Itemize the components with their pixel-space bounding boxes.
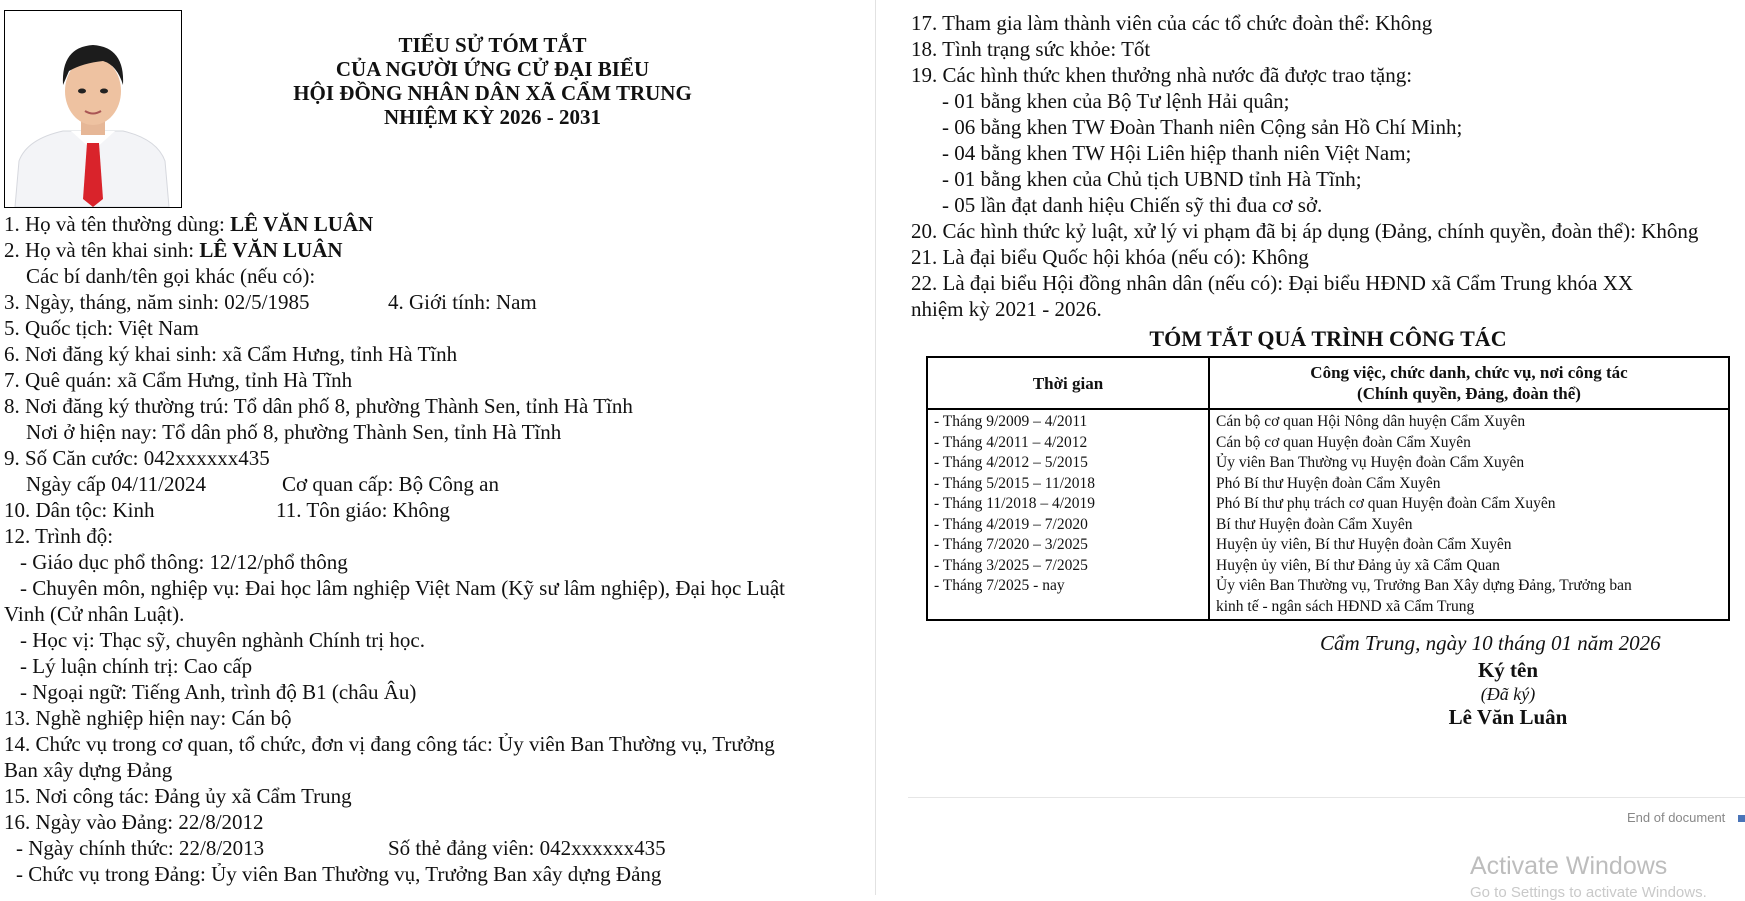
- field-party-join-date: 16. Ngày vào Đảng: 22/8/2012: [4, 810, 264, 834]
- work-summary-title: TÓM TẮT QUÁ TRÌNH CÔNG TÁC: [1149, 326, 1507, 351]
- col-time-header: Thời gian: [927, 357, 1209, 409]
- field-occupation: 13. Nghề nghiệp hiện nay: Cán bộ: [4, 706, 292, 730]
- field-nationality: 5. Quốc tịch: Việt Nam: [4, 316, 199, 340]
- doc-title-line3: HỘI ĐỒNG NHÂN DÂN XÃ CẨM TRUNG: [293, 81, 692, 105]
- common-name-value: LÊ VĂN LUÂN: [230, 212, 374, 236]
- table-row: [927, 433, 1729, 454]
- field-aliases: Các bí danh/tên gọi khác (nếu có):: [26, 264, 316, 288]
- row-job: Ủy viên Ban Thường vụ Huyện đoàn Cẩm Xuyên: [1209, 453, 1729, 474]
- field-degree: - Học vị: Thạc sỹ, chuyên nghành Chính trị học.: [20, 628, 425, 652]
- page-divider: [875, 0, 876, 895]
- row-time: - Tháng 7/2020 – 3/2025: [927, 535, 1209, 556]
- doc-title-line2: CỦA NGƯỜI ỨNG CỬ ĐẠI BIỂU: [335, 57, 650, 81]
- field-hometown: 7. Quê quán: xã Cẩm Hưng, tỉnh Hà Tĩnh: [4, 368, 353, 392]
- field-foreign-language: - Ngoại ngữ: Tiếng Anh, trình độ B1 (châu Âu): [20, 680, 417, 704]
- table-row: [927, 576, 1729, 620]
- table-row: [927, 535, 1729, 556]
- field-health: 18. Tình trạng sức khỏe: Tốt: [911, 37, 1151, 61]
- doc-title: TIỂU SỬ TÓM TẮT: [398, 33, 587, 57]
- field-education-heading: 12. Trình độ:: [4, 524, 114, 548]
- row-job: Phó Bí thư phụ trách cơ quan Huyện đoàn Cẩm Xuyên: [1209, 494, 1729, 515]
- field-ethnicity: 10. Dân tộc: Kinh: [4, 498, 155, 522]
- row-time: - Tháng 11/2018 – 4/2019: [927, 494, 1209, 515]
- col-job-header: Công việc, chức danh, chức vụ, nơi công tác (Chính quyền, Đảng, đoàn thể): [1209, 357, 1729, 409]
- sign-place-date: Cẩm Trung, ngày 10 tháng 01 năm 2026: [1320, 631, 1661, 655]
- field-discipline: 20. Các hình thức kỷ luật, xử lý vi phạm đã bị áp dụng (Đảng, chính quyền, đoàn thể): Không: [911, 219, 1699, 243]
- field-birth-registration: 6. Nơi đăng ký khai sinh: xã Cẩm Hưng, tỉnh Hà Tĩnh: [4, 342, 458, 366]
- row-time: - Tháng 7/2025 - nay: [927, 576, 1209, 620]
- award-item: - 06 bằng khen TW Đoàn Thanh niên Cộng sản Hồ Chí Minh;: [942, 115, 1463, 139]
- row-time: - Tháng 4/2012 – 5/2015: [927, 453, 1209, 474]
- row-time: - Tháng 4/2011 – 4/2012: [927, 433, 1209, 454]
- candidate-photo: [4, 10, 182, 208]
- table-row: [927, 409, 1729, 433]
- field-position-cont: Ban xây dựng Đảng: [4, 758, 173, 782]
- activate-windows-title: Activate Windows: [1470, 852, 1668, 880]
- row-job: Ủy viên Ban Thường vụ, Trưởng Ban Xây dựng Đảng, Trưởng ban kinh tế - ngân sách HĐND xã Cẩm Trung: [1209, 576, 1729, 620]
- field-permanent-residence: 8. Nơi đăng ký thường trú: Tổ dân phố 8, phường Thành Sen, tỉnh Hà Tĩnh: [4, 394, 633, 418]
- field-current-residence: Nơi ở hiện nay: Tổ dân phố 8, phường Thành Sen, tỉnh Hà Tĩnh: [26, 420, 562, 444]
- field-specialization: - Chuyên môn, nghiệp vụ: Đai học lâm nghiệp Việt Nam (Kỹ sư lâm nghiệp), Đại học Luật: [20, 576, 785, 600]
- field-peoples-council-cont: nhiệm kỳ 2021 - 2026.: [911, 297, 1102, 321]
- row-time: - Tháng 3/2025 – 7/2025: [927, 556, 1209, 577]
- field-workplace: 15. Nơi công tác: Đảng ủy xã Cẩm Trung: [4, 784, 352, 808]
- signer-name: Lê Văn Luân: [1448, 705, 1568, 729]
- row-job: Cán bộ cơ quan Huyện đoàn Cẩm Xuyên: [1209, 433, 1729, 454]
- field-birth-name: 2. Họ và tên khai sinh: LÊ VĂN LUÂN: [4, 238, 343, 262]
- signed-note: (Đã ký): [1480, 684, 1536, 704]
- end-of-document-marker: [1738, 815, 1745, 822]
- table-row: [927, 515, 1729, 536]
- field-party-card-number: Số thẻ đảng viên: 042xxxxxx435: [388, 836, 666, 860]
- portrait-image: [5, 11, 181, 207]
- field-id-issuer: Cơ quan cấp: Bộ Công an: [282, 472, 499, 496]
- doc-title-line4: NHIỆM KỲ 2026 - 2031: [384, 105, 601, 129]
- row-time: - Tháng 4/2019 – 7/2020: [927, 515, 1209, 536]
- page-separator: [908, 797, 1745, 798]
- field-religion: 11. Tôn giáo: Không: [276, 498, 450, 522]
- field-common-name: 1. Họ và tên thường dùng: LÊ VĂN LUÂN: [4, 212, 374, 236]
- table-row: [927, 453, 1729, 474]
- table-row: [927, 556, 1729, 577]
- sign-label: Ký tên: [1477, 658, 1539, 682]
- field-gender: 4. Giới tính: Nam: [388, 290, 537, 314]
- field-party-official-date: - Ngày chính thức: 22/8/2013: [16, 836, 265, 860]
- field-party-position: - Chức vụ trong Đảng: Ủy viên Ban Thường vụ, Trưởng Ban xây dựng Đảng: [16, 862, 662, 886]
- row-time: - Tháng 5/2015 – 11/2018: [927, 474, 1209, 495]
- activate-windows-subtitle: Go to Settings to activate Windows.: [1470, 884, 1707, 901]
- row-job: Phó Bí thư Huyện đoàn Cẩm Xuyên: [1209, 474, 1729, 495]
- birth-name-value: LÊ VĂN LUÂN: [199, 238, 343, 262]
- field-id-issue-date: Ngày cấp 04/11/2024: [26, 472, 207, 496]
- award-item: - 04 bằng khen TW Hội Liên hiệp thanh niên Việt Nam;: [942, 141, 1412, 165]
- field-political-theory: - Lý luận chính trị: Cao cấp: [20, 654, 253, 678]
- field-id-number: 9. Số Căn cước: 042xxxxxx435: [4, 446, 270, 470]
- field-organizations: 17. Tham gia làm thành viên của các tổ chức đoàn thể: Không: [911, 11, 1433, 35]
- award-item: - 05 lần đạt danh hiệu Chiến sỹ thi đua cơ sở.: [942, 193, 1323, 217]
- field-peoples-council: 22. Là đại biểu Hội đồng nhân dân (nếu có): Đại biểu HĐND xã Cẩm Trung khóa XX: [911, 271, 1634, 295]
- table-row: [927, 494, 1729, 515]
- table-header-row: [927, 357, 1729, 409]
- field-birthdate: 3. Ngày, tháng, năm sinh: 02/5/1985: [4, 290, 310, 314]
- field-general-education: - Giáo dục phổ thông: 12/12/phổ thông: [20, 550, 348, 574]
- field-position: 14. Chức vụ trong cơ quan, tổ chức, đơn vị đang công tác: Ủy viên Ban Thường vụ, Trưởng: [4, 732, 775, 756]
- row-job: Huyện ủy viên, Bí thư Đảng ủy xã Cẩm Quan: [1209, 556, 1729, 577]
- row-job: Bí thư Huyện đoàn Cẩm Xuyên: [1209, 515, 1729, 536]
- end-of-document-label: End of document: [1627, 810, 1726, 825]
- work-history-table: [926, 356, 1730, 621]
- field-national-assembly: 21. Là đại biểu Quốc hội khóa (nếu có): Không: [911, 245, 1309, 269]
- row-job: Cán bộ cơ quan Hội Nông dân huyện Cẩm Xuyên: [1209, 409, 1729, 433]
- field-specialization-cont: Vinh (Cử nhân Luật).: [4, 602, 185, 626]
- row-job: Huyện ủy viên, Bí thư Huyện đoàn Cẩm Xuyên: [1209, 535, 1729, 556]
- award-item: - 01 bằng khen của Bộ Tư lệnh Hải quân;: [942, 89, 1290, 113]
- award-item: - 01 bằng khen của Chủ tịch UBND tỉnh Hà Tĩnh;: [942, 167, 1362, 191]
- field-awards-heading: 19. Các hình thức khen thưởng nhà nước đã được trao tặng:: [911, 63, 1413, 87]
- row-time: - Tháng 9/2009 – 4/2011: [927, 409, 1209, 433]
- table-row: [927, 474, 1729, 495]
